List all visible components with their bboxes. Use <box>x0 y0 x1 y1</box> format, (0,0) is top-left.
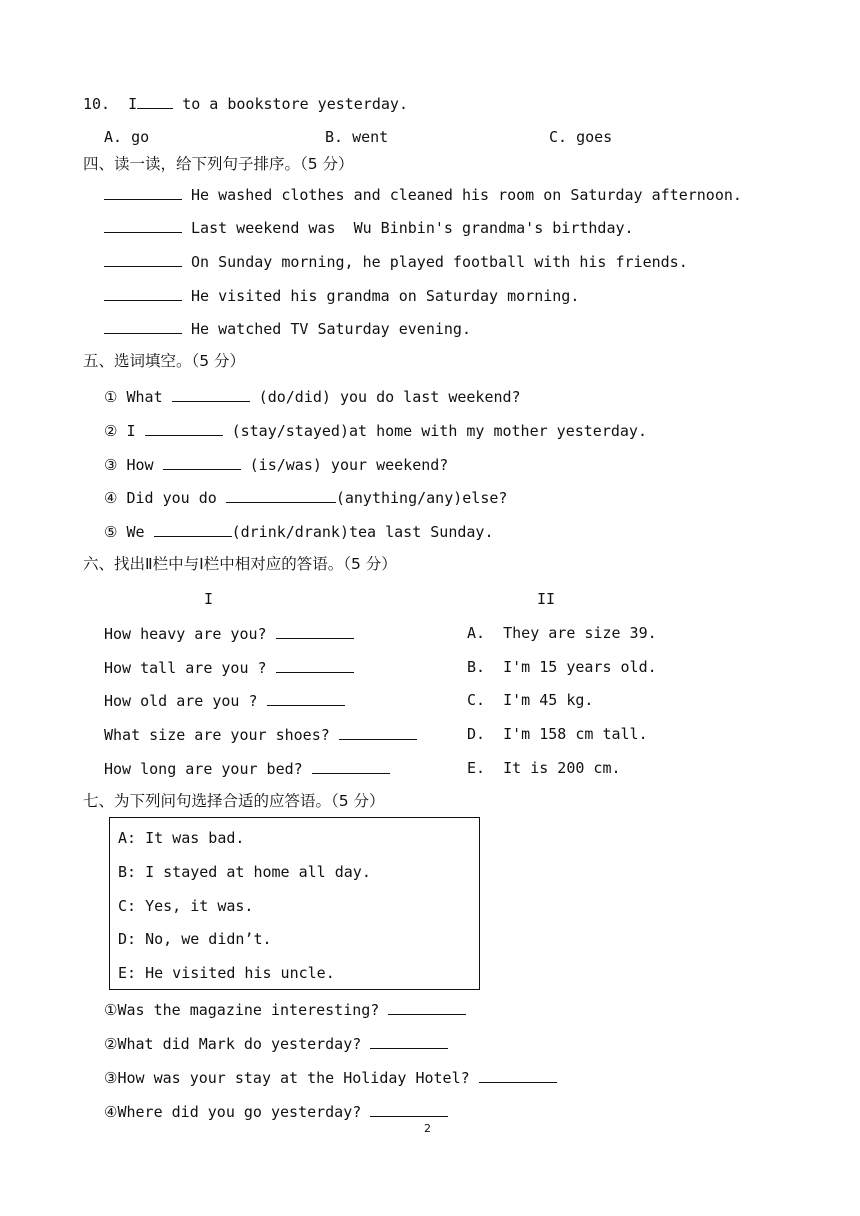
match-answer: A. They are size 39. <box>467 624 657 642</box>
ordering-item: He visited his grandma on Saturday morning. <box>104 285 579 306</box>
answer-option: D: No, we didn’t. <box>118 930 272 948</box>
reply-question: ③How was your stay at the Holiday Hotel? <box>104 1067 557 1088</box>
match-answer: B. I'm 15 years old. <box>467 658 657 676</box>
ordering-item: He washed clothes and cleaned his room on Saturday afternoon. <box>104 184 742 205</box>
answer-option: B: I stayed at home all day. <box>118 863 371 881</box>
option-a[interactable]: A. go <box>104 128 150 146</box>
match-question: How long are your bed? <box>104 758 390 779</box>
answer-blank[interactable] <box>163 454 241 470</box>
question-10: 10. I to a bookstore yesterday. <box>83 95 408 113</box>
question-number: 10. <box>83 95 111 113</box>
match-blank[interactable] <box>276 657 354 673</box>
order-blank[interactable] <box>104 318 182 334</box>
answer-blank[interactable] <box>154 521 232 537</box>
section-6-heading: 六、找出Ⅱ栏中与Ⅰ栏中相对应的答语。（5 分） <box>83 555 397 573</box>
reply-blank[interactable] <box>479 1067 557 1083</box>
answer-option: A: It was bad. <box>118 829 245 847</box>
ordering-item: On Sunday morning, he played football with his friends. <box>104 251 688 272</box>
match-blank[interactable] <box>312 758 390 774</box>
answer-option: E: He visited his uncle. <box>118 964 335 982</box>
section-5-heading: 五、选词填空。（5 分） <box>83 352 246 370</box>
match-answer: E. It is 200 cm. <box>467 759 621 777</box>
match-answer: D. I'm 158 cm tall. <box>467 725 648 743</box>
answer-blank[interactable] <box>172 386 250 402</box>
match-blank[interactable] <box>339 724 417 740</box>
order-blank[interactable] <box>104 251 182 267</box>
answer-blank[interactable] <box>145 420 223 436</box>
match-blank[interactable] <box>267 690 345 706</box>
fill-item: ④ Did you do (anything/any)else? <box>104 489 508 507</box>
answer-blank[interactable] <box>226 487 336 503</box>
order-blank[interactable] <box>104 184 182 200</box>
fill-item: ② I (stay/stayed)at home with my mother yesterday. <box>104 422 647 440</box>
option-b[interactable]: B. went <box>325 128 389 146</box>
answer-blank[interactable] <box>137 93 173 109</box>
order-blank[interactable] <box>104 285 182 301</box>
column-2-label: II <box>537 590 556 608</box>
ordering-item: Last weekend was Wu Binbin's grandma's birthday. <box>104 217 634 238</box>
reply-question: ②What did Mark do yesterday? <box>104 1033 448 1054</box>
match-question: How tall are you ? <box>104 657 354 678</box>
match-question: What size are your shoes? <box>104 724 417 745</box>
fill-item: ⑤ We (drink/drank)tea last Sunday. <box>104 523 494 541</box>
fill-item: ① What (do/did) you do last weekend? <box>104 388 521 406</box>
option-c[interactable]: C. goes <box>549 128 613 146</box>
reply-question: ①Was the magazine interesting? <box>104 999 466 1020</box>
reply-blank[interactable] <box>370 1033 448 1049</box>
column-1-label: I <box>204 590 214 608</box>
match-answer: C. I'm 45 kg. <box>467 691 594 709</box>
match-question: How heavy are you? <box>104 623 354 644</box>
match-question: How old are you ? <box>104 690 345 711</box>
reply-blank[interactable] <box>370 1101 448 1117</box>
order-blank[interactable] <box>104 217 182 233</box>
fill-item: ③ How (is/was) your weekend? <box>104 456 449 474</box>
reply-question: ④Where did you go yesterday? <box>104 1101 448 1122</box>
section-7-heading: 七、为下列问句选择合适的应答语。（5 分） <box>83 792 385 810</box>
match-blank[interactable] <box>276 623 354 639</box>
ordering-item: He watched TV Saturday evening. <box>104 318 471 339</box>
answer-option: C: Yes, it was. <box>118 897 254 915</box>
reply-blank[interactable] <box>388 999 466 1015</box>
page-number: 2 <box>424 1122 431 1135</box>
section-4-heading: 四、读一读，给下列句子排序。（5 分） <box>83 155 354 173</box>
